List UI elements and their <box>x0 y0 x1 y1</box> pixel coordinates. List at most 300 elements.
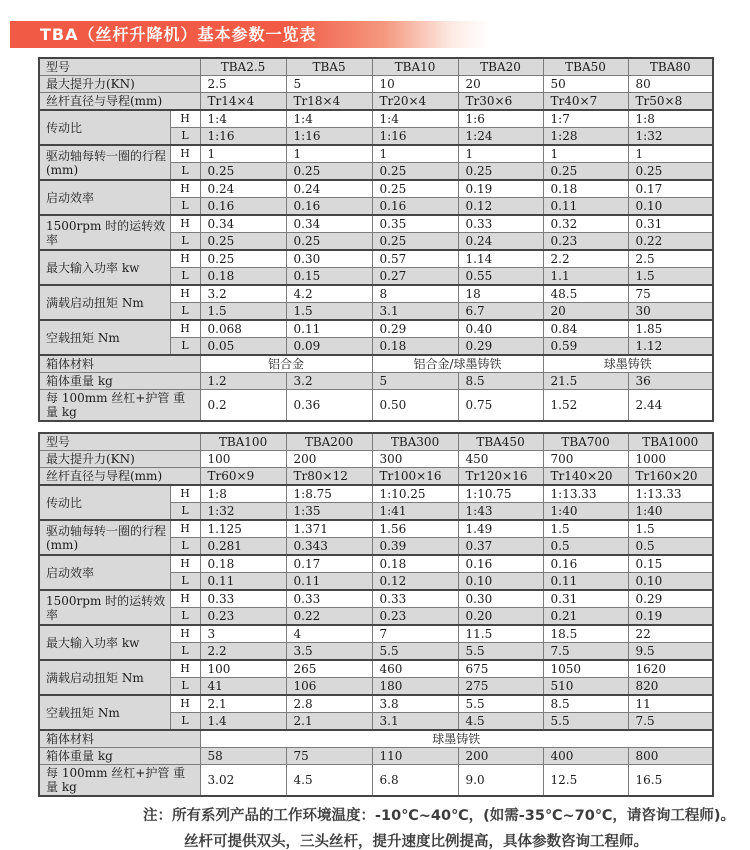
table-row <box>39 451 713 468</box>
value-cell: 0.22 <box>628 233 713 251</box>
value-cell: 0.25 <box>372 233 458 251</box>
value-cell: 0.23 <box>543 233 628 251</box>
value-cell: 0.22 <box>286 608 372 626</box>
value-cell: 0.5 <box>628 538 713 556</box>
value-cell: 1000 <box>628 451 713 468</box>
value-cell: 6.8 <box>372 765 458 797</box>
value-cell: 0.24 <box>458 233 543 251</box>
value-cell: Tr18×4 <box>286 93 372 111</box>
value-cell: Tr30×6 <box>458 93 543 111</box>
spec-table-small-models-container <box>38 57 714 422</box>
value-cell: 1.371 <box>286 520 372 538</box>
value-cell: 300 <box>372 451 458 468</box>
value-cell: 3 <box>200 625 286 643</box>
value-cell: 0.55 <box>458 268 543 286</box>
value-cell: 3.2 <box>200 285 286 303</box>
value-cell: 0.32 <box>543 215 628 233</box>
value-cell: 0.20 <box>458 608 543 626</box>
hl-cell-l: L <box>170 608 200 626</box>
row-label: 箱体材料 <box>39 355 200 373</box>
value-cell: 100 <box>200 660 286 678</box>
table-row <box>39 180 713 198</box>
value-cell: 5 <box>286 76 372 93</box>
table-row <box>39 468 713 486</box>
value-cell: Tr120×16 <box>458 468 543 486</box>
value-cell: 1050 <box>543 660 628 678</box>
value-cell: Tr140×20 <box>543 468 628 486</box>
value-cell: 3.1 <box>372 303 458 321</box>
value-cell: 0.23 <box>200 608 286 626</box>
value-cell: 18 <box>458 285 543 303</box>
value-cell: 8.5 <box>458 373 543 390</box>
row-label: 每 100mm 丝杠+护管 重量 kg <box>39 390 200 422</box>
value-cell: 1.5 <box>286 303 372 321</box>
value-cell: 0.25 <box>286 163 372 181</box>
hl-cell-h: H <box>170 485 200 503</box>
table-row <box>39 215 713 233</box>
value-cell: 0.16 <box>543 555 628 573</box>
value-cell: 1.12 <box>628 338 713 356</box>
value-cell: 11 <box>628 695 713 713</box>
value-cell: 2.1 <box>200 695 286 713</box>
hl-cell-h: H <box>170 180 200 198</box>
spec-table-1 <box>38 57 714 422</box>
material-cell: 铝合金 <box>200 355 372 373</box>
value-cell: 0.50 <box>372 390 458 422</box>
table-row <box>39 765 713 797</box>
value-cell: 7.5 <box>543 643 628 661</box>
value-cell: 0.36 <box>286 390 372 422</box>
value-cell: 8 <box>372 285 458 303</box>
note-prefix: 注： <box>143 808 172 824</box>
value-cell: 0.21 <box>543 608 628 626</box>
value-cell: 0.12 <box>372 573 458 591</box>
value-cell: 1 <box>458 145 543 163</box>
value-cell: TBA1000 <box>628 433 713 451</box>
value-cell: 0.40 <box>458 320 543 338</box>
hl-cell-h: H <box>170 660 200 678</box>
value-cell: 0.35 <box>372 215 458 233</box>
row-label: 丝杆直径与导程(mm) <box>39 468 200 486</box>
value-cell: 0.30 <box>286 250 372 268</box>
value-cell: 1:43 <box>458 503 543 521</box>
value-cell: 0.30 <box>458 590 543 608</box>
value-cell: 1.5 <box>628 520 713 538</box>
value-cell: 0.25 <box>200 233 286 251</box>
value-cell: 0.16 <box>458 555 543 573</box>
value-cell: 80 <box>628 76 713 93</box>
value-cell: 2.2 <box>543 250 628 268</box>
value-cell: 0.11 <box>286 320 372 338</box>
hl-cell-h: H <box>170 625 200 643</box>
value-cell: 4.5 <box>458 713 543 731</box>
row-label: 启动效率 <box>39 180 170 215</box>
table-row <box>39 285 713 303</box>
row-label: 箱体重量 kg <box>39 748 200 765</box>
table-row <box>39 433 713 451</box>
value-cell: 0.34 <box>286 215 372 233</box>
value-cell: 1.1 <box>543 268 628 286</box>
value-cell: 0.17 <box>628 180 713 198</box>
value-cell: 0.33 <box>200 590 286 608</box>
table-row <box>39 320 713 338</box>
value-cell: TBA100 <box>200 433 286 451</box>
value-cell: 0.068 <box>200 320 286 338</box>
value-cell: 0.18 <box>372 555 458 573</box>
value-cell: 20 <box>458 76 543 93</box>
note-line-1: 所有系列产品的工作环境温度：-10℃~40℃，(如需-35℃~70℃，请咨询工程师)。 <box>172 808 736 824</box>
value-cell: Tr14×4 <box>200 93 286 111</box>
value-cell: 1 <box>286 145 372 163</box>
value-cell: 100 <box>200 451 286 468</box>
value-cell: 0.11 <box>543 198 628 216</box>
value-cell: 0.16 <box>372 198 458 216</box>
row-label: 型号 <box>39 58 200 76</box>
value-cell: 800 <box>628 748 713 765</box>
value-cell: 41 <box>200 678 286 696</box>
value-cell: 1.5 <box>543 520 628 538</box>
value-cell: 7 <box>372 625 458 643</box>
value-cell: 7.5 <box>628 713 713 731</box>
table-row <box>39 355 713 373</box>
value-cell: 4 <box>286 625 372 643</box>
value-cell: Tr20×4 <box>372 93 458 111</box>
value-cell: 0.31 <box>543 590 628 608</box>
value-cell: 106 <box>286 678 372 696</box>
value-cell: 0.29 <box>372 320 458 338</box>
value-cell: 1.52 <box>543 390 628 422</box>
row-label: 丝杆直径与导程(mm) <box>39 93 200 111</box>
table-row <box>39 590 713 608</box>
row-label: 箱体重量 kg <box>39 373 200 390</box>
value-cell: 0.281 <box>200 538 286 556</box>
hl-cell-l: L <box>170 163 200 181</box>
value-cell: Tr40×7 <box>543 93 628 111</box>
value-cell: 3.5 <box>286 643 372 661</box>
value-cell: Tr80×12 <box>286 468 372 486</box>
value-cell: 0.05 <box>200 338 286 356</box>
value-cell: 5.5 <box>372 643 458 661</box>
value-cell: 275 <box>458 678 543 696</box>
table-row <box>39 76 713 93</box>
value-cell: 1.5 <box>200 303 286 321</box>
value-cell: 1:13.33 <box>543 485 628 503</box>
hl-cell-l: L <box>170 198 200 216</box>
value-cell: 0.25 <box>286 233 372 251</box>
value-cell: 1:10.25 <box>372 485 458 503</box>
value-cell: TBA5 <box>286 58 372 76</box>
value-cell: 1:40 <box>628 503 713 521</box>
value-cell: 0.24 <box>200 180 286 198</box>
value-cell: 50 <box>543 76 628 93</box>
value-cell: 1:35 <box>286 503 372 521</box>
value-cell: 0.16 <box>286 198 372 216</box>
value-cell: 0.34 <box>200 215 286 233</box>
value-cell: 0.29 <box>628 590 713 608</box>
value-cell: 1:40 <box>543 503 628 521</box>
value-cell: 0.23 <box>372 608 458 626</box>
value-cell: 0.24 <box>286 180 372 198</box>
value-cell: 1 <box>543 145 628 163</box>
value-cell: 1:4 <box>372 110 458 128</box>
hl-cell-l: L <box>170 503 200 521</box>
row-label: 1500rpm 时的运转效率 <box>39 590 170 625</box>
value-cell: 0.10 <box>628 573 713 591</box>
value-cell: TBA200 <box>286 433 372 451</box>
value-cell: 8.5 <box>543 695 628 713</box>
value-cell: 200 <box>286 451 372 468</box>
value-cell: 1:32 <box>200 503 286 521</box>
table-row <box>39 58 713 76</box>
value-cell: 1:32 <box>628 128 713 146</box>
hl-cell-h: H <box>170 250 200 268</box>
value-cell: 1620 <box>628 660 713 678</box>
hl-cell-h: H <box>170 145 200 163</box>
value-cell: 3.1 <box>372 713 458 731</box>
value-cell: 9.5 <box>628 643 713 661</box>
table-row <box>39 250 713 268</box>
row-label: 满载启动扭矩 Nm <box>39 660 170 695</box>
value-cell: 2.8 <box>286 695 372 713</box>
material-cell: 球墨铸铁 <box>200 730 713 748</box>
row-label: 启动效率 <box>39 555 170 590</box>
value-cell: Tr60×9 <box>200 468 286 486</box>
value-cell: 0.31 <box>628 215 713 233</box>
value-cell: 200 <box>458 748 543 765</box>
page-title: TBA（丝杆升降机）基本参数一览表 <box>40 25 317 44</box>
row-label: 每 100mm 丝杠+护管 重量 kg <box>39 765 200 797</box>
value-cell: 1 <box>628 145 713 163</box>
value-cell: Tr50×8 <box>628 93 713 111</box>
value-cell: 1:24 <box>458 128 543 146</box>
value-cell: 5.5 <box>543 713 628 731</box>
value-cell: 0.29 <box>458 338 543 356</box>
hl-cell-h: H <box>170 520 200 538</box>
value-cell: 0.59 <box>543 338 628 356</box>
value-cell: 1:13.33 <box>628 485 713 503</box>
table-row <box>39 373 713 390</box>
value-cell: 0.84 <box>543 320 628 338</box>
value-cell: 2.44 <box>628 390 713 422</box>
value-cell: 6.7 <box>458 303 543 321</box>
value-cell: Tr100×16 <box>372 468 458 486</box>
value-cell: 0.25 <box>372 163 458 181</box>
table-row <box>39 485 713 503</box>
value-cell: 265 <box>286 660 372 678</box>
value-cell: TBA300 <box>372 433 458 451</box>
table-row <box>39 625 713 643</box>
value-cell: 1:28 <box>543 128 628 146</box>
value-cell: 0.33 <box>372 590 458 608</box>
hl-cell-l: L <box>170 713 200 731</box>
value-cell: 0.11 <box>543 573 628 591</box>
value-cell: 4.2 <box>286 285 372 303</box>
value-cell: 1:4 <box>200 110 286 128</box>
value-cell: 0.19 <box>628 608 713 626</box>
value-cell: 5 <box>372 373 458 390</box>
value-cell: 180 <box>372 678 458 696</box>
value-cell: 18.5 <box>543 625 628 643</box>
value-cell: 20 <box>543 303 628 321</box>
value-cell: 0.15 <box>628 555 713 573</box>
value-cell: Tr160×20 <box>628 468 713 486</box>
value-cell: 21.5 <box>543 373 628 390</box>
value-cell: 0.18 <box>200 555 286 573</box>
hl-cell-l: L <box>170 128 200 146</box>
value-cell: 0.2 <box>200 390 286 422</box>
value-cell: 1.5 <box>628 268 713 286</box>
value-cell: 0.10 <box>458 573 543 591</box>
hl-cell-h: H <box>170 320 200 338</box>
hl-cell-l: L <box>170 678 200 696</box>
value-cell: 1 <box>372 145 458 163</box>
value-cell: 0.16 <box>200 198 286 216</box>
value-cell: TBA10 <box>372 58 458 76</box>
value-cell: 0.10 <box>628 198 713 216</box>
value-cell: 10 <box>372 76 458 93</box>
row-label: 1500rpm 时的运转效率 <box>39 215 170 250</box>
table-row <box>39 555 713 573</box>
hl-cell-l: L <box>170 303 200 321</box>
value-cell: 1 <box>200 145 286 163</box>
value-cell: TBA2.5 <box>200 58 286 76</box>
value-cell: TBA700 <box>543 433 628 451</box>
spec-table-large-models-container <box>38 432 714 797</box>
value-cell: 0.75 <box>458 390 543 422</box>
row-label: 传动比 <box>39 485 170 520</box>
value-cell: 400 <box>543 748 628 765</box>
footnotes <box>143 803 735 850</box>
row-label: 驱动轴每转一圈的行程(mm) <box>39 520 170 555</box>
value-cell: 0.09 <box>286 338 372 356</box>
table-row <box>39 93 713 111</box>
row-label: 满载启动扭矩 Nm <box>39 285 170 320</box>
value-cell: 0.33 <box>286 590 372 608</box>
value-cell: 0.343 <box>286 538 372 556</box>
value-cell: 0.25 <box>372 180 458 198</box>
row-label: 箱体材料 <box>39 730 200 748</box>
value-cell: 0.27 <box>372 268 458 286</box>
value-cell: 1.2 <box>200 373 286 390</box>
value-cell: 510 <box>543 678 628 696</box>
hl-cell-l: L <box>170 233 200 251</box>
value-cell: 0.18 <box>543 180 628 198</box>
value-cell: 0.57 <box>372 250 458 268</box>
hl-cell-h: H <box>170 110 200 128</box>
value-cell: TBA450 <box>458 433 543 451</box>
value-cell: 2.5 <box>628 250 713 268</box>
value-cell: 0.15 <box>286 268 372 286</box>
value-cell: TBA20 <box>458 58 543 76</box>
value-cell: 3.2 <box>286 373 372 390</box>
value-cell: 1:8.75 <box>286 485 372 503</box>
title-bar <box>10 21 490 48</box>
value-cell: 1:7 <box>543 110 628 128</box>
value-cell: 1.14 <box>458 250 543 268</box>
row-label: 传动比 <box>39 110 170 145</box>
value-cell: 1:4 <box>286 110 372 128</box>
row-label: 空载扭矩 Nm <box>39 320 170 355</box>
value-cell: 3.8 <box>372 695 458 713</box>
value-cell: 1.4 <box>200 713 286 731</box>
value-cell: 75 <box>286 748 372 765</box>
value-cell: 1:16 <box>372 128 458 146</box>
row-label: 空载扭矩 Nm <box>39 695 170 730</box>
value-cell: 0.33 <box>458 215 543 233</box>
value-cell: 0.25 <box>543 163 628 181</box>
value-cell: 450 <box>458 451 543 468</box>
value-cell: 0.25 <box>458 163 543 181</box>
value-cell: 11.5 <box>458 625 543 643</box>
value-cell: 1:10.75 <box>458 485 543 503</box>
value-cell: 2.5 <box>200 76 286 93</box>
hl-cell-l: L <box>170 338 200 356</box>
table-row <box>39 145 713 163</box>
value-cell: 1:8 <box>628 110 713 128</box>
table-row <box>39 660 713 678</box>
hl-cell-l: L <box>170 538 200 556</box>
hl-cell-h: H <box>170 695 200 713</box>
value-cell: 2.2 <box>200 643 286 661</box>
hl-cell-l: L <box>170 268 200 286</box>
value-cell: 16.5 <box>628 765 713 797</box>
value-cell: 0.25 <box>200 250 286 268</box>
value-cell: 1.56 <box>372 520 458 538</box>
value-cell: 110 <box>372 748 458 765</box>
material-cell: 铝合金/球墨铸铁 <box>372 355 543 373</box>
value-cell: 0.18 <box>200 268 286 286</box>
value-cell: 1.49 <box>458 520 543 538</box>
table-row <box>39 520 713 538</box>
value-cell: 1:8 <box>200 485 286 503</box>
value-cell: 0.18 <box>372 338 458 356</box>
value-cell: 3.02 <box>200 765 286 797</box>
material-cell: 球墨铸铁 <box>543 355 713 373</box>
table-row <box>39 695 713 713</box>
note-lines <box>172 803 735 850</box>
value-cell: 36 <box>628 373 713 390</box>
hl-cell-l: L <box>170 573 200 591</box>
value-cell: 460 <box>372 660 458 678</box>
table-row <box>39 730 713 748</box>
value-cell: 1:41 <box>372 503 458 521</box>
row-label: 最大提升力(KN) <box>39 76 200 93</box>
value-cell: 0.37 <box>458 538 543 556</box>
table-row <box>39 110 713 128</box>
value-cell: 1.85 <box>628 320 713 338</box>
value-cell: 820 <box>628 678 713 696</box>
value-cell: TBA50 <box>543 58 628 76</box>
value-cell: 4.5 <box>286 765 372 797</box>
hl-cell-h: H <box>170 590 200 608</box>
value-cell: 75 <box>628 285 713 303</box>
value-cell: 12.5 <box>543 765 628 797</box>
value-cell: 0.25 <box>200 163 286 181</box>
spec-table-2 <box>38 432 714 797</box>
value-cell: 0.11 <box>200 573 286 591</box>
value-cell: 675 <box>458 660 543 678</box>
row-label: 最大提升力(KN) <box>39 451 200 468</box>
value-cell: 0.11 <box>286 573 372 591</box>
hl-cell-l: L <box>170 643 200 661</box>
table-row <box>39 748 713 765</box>
value-cell: 58 <box>200 748 286 765</box>
row-label: 驱动轴每转一圈的行程(mm) <box>39 145 170 180</box>
value-cell: 0.25 <box>628 163 713 181</box>
value-cell: 1:6 <box>458 110 543 128</box>
table-row <box>39 390 713 422</box>
value-cell: 0.39 <box>372 538 458 556</box>
